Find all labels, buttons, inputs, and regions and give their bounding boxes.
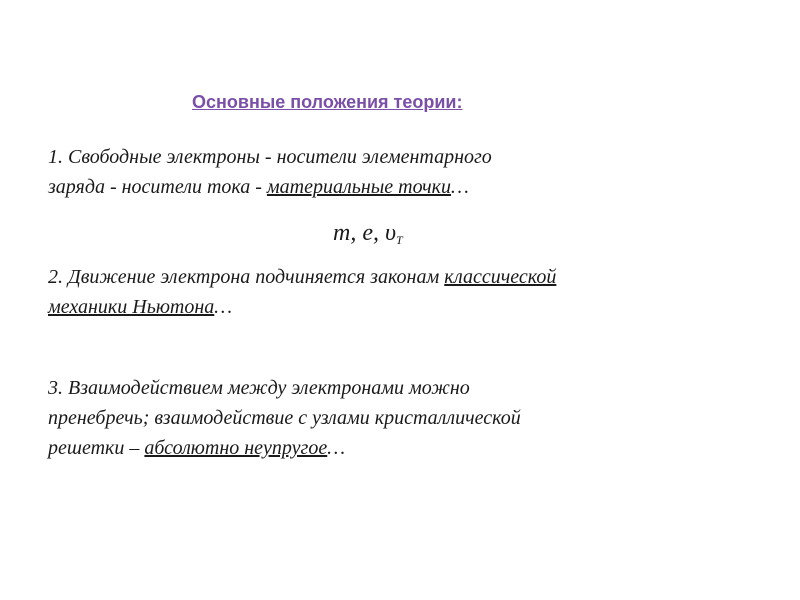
point-1-suffix: … — [451, 176, 469, 198]
formula-subscript: T — [396, 233, 403, 247]
point-1-prefix: заряда - носители тока - — [48, 176, 267, 198]
point-3-prefix: решетки – — [48, 437, 145, 459]
point-3-line-2: пренебречь; взаимодействие с узлами кристаллической — [48, 407, 521, 429]
point-1-underlined: материальные точки — [266, 176, 451, 198]
point-1-line-1: 1. Свободные электроны - носители элементарного — [48, 146, 492, 168]
point-2-suffix: … — [214, 296, 233, 318]
point-2-underlined-2: механики Ньютона — [48, 296, 215, 318]
point-2-prefix: 2. Движение электрона подчиняется законам — [48, 266, 445, 288]
point-1-line-2 — [48, 172, 492, 202]
point-3-suffix: … — [327, 437, 346, 459]
point-3-underlined: абсолютно неупругое — [144, 437, 328, 459]
point-2-underlined-1: классической — [444, 266, 557, 288]
point-3-line-3 — [48, 433, 521, 463]
point-1 — [48, 142, 492, 202]
formula-text: m, e, υ — [333, 220, 396, 246]
slide-title: Основные положения теории: — [192, 92, 463, 112]
point-3-line-1: 3. Взаимодействием между электронами можно — [48, 377, 470, 399]
point-2 — [48, 262, 556, 322]
formula — [333, 220, 403, 248]
point-2-line-1 — [48, 262, 556, 292]
point-3 — [48, 373, 521, 463]
point-2-line-2 — [48, 292, 556, 322]
